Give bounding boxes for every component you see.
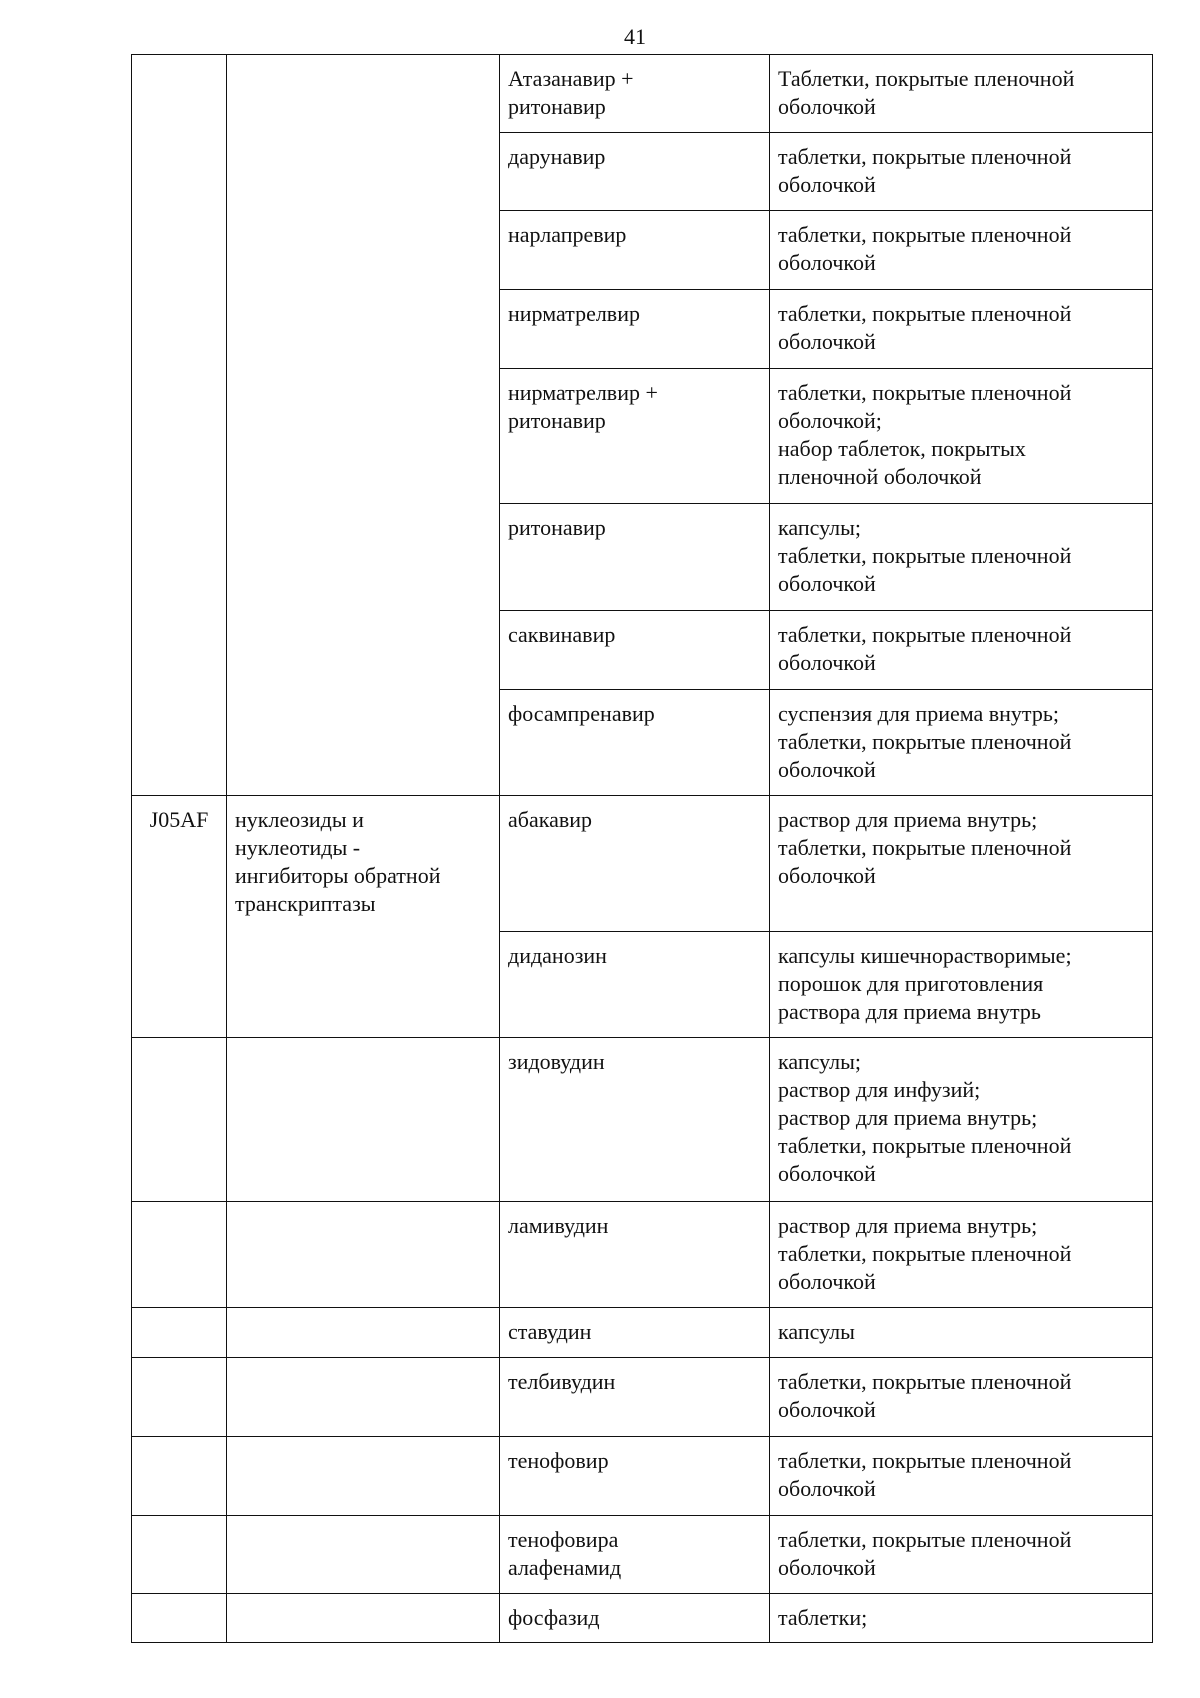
drug-name: фосфазид [500,1594,770,1643]
group-cell-empty [227,1437,500,1516]
code-cell-empty [132,1308,227,1358]
code-cell-empty [132,55,227,796]
table-row [132,796,1153,932]
drug-name: абакавир [500,796,770,932]
group-cell-empty [227,1202,500,1308]
code-cell-empty [132,1437,227,1516]
drug-name: нирматрелвир [500,290,770,369]
drug-name: диданозин [500,932,770,1038]
drug-name: дарунавир [500,133,770,211]
code-cell-empty [132,1358,227,1437]
group-cell-empty [227,1594,500,1643]
group-cell-empty [227,1516,500,1594]
drug-name: тенофовир [500,1437,770,1516]
drug-name: Атазанавир + ритонавир [500,55,770,133]
table-row [132,55,1153,133]
group-cell-empty [227,55,500,796]
code-cell-empty [132,1594,227,1643]
dosage-form: таблетки, покрытые пленочной оболочкой; набор таблеток, покрытых пленочной оболочкой [770,369,1153,504]
drug-name: саквинавир [500,611,770,690]
table-row [132,1308,1153,1358]
table-row [132,1358,1153,1437]
drug-name: ритонавир [500,504,770,611]
code-cell-empty [132,1516,227,1594]
table-row [132,1437,1153,1516]
atc-code: J05AF [132,796,227,1038]
dosage-form: капсулы; раствор для инфузий; раствор для приема внутрь; таблетки, покрытые пленочной оболочкой [770,1038,1153,1202]
drug-name: телбивудин [500,1358,770,1437]
dosage-form: таблетки; [770,1594,1153,1643]
group-name: нуклеозиды и нуклеотиды - ингибиторы обратной транскриптазы [227,796,500,1038]
drug-name: ставудин [500,1308,770,1358]
dosage-form: суспензия для приема внутрь; таблетки, покрытые пленочной оболочкой [770,690,1153,796]
table-row [132,1516,1153,1594]
dosage-form: раствор для приема внутрь; таблетки, покрытые пленочной оболочкой [770,796,1153,932]
code-cell-empty [132,1202,227,1308]
page-number: 41 [624,24,646,49]
group-cell-empty [227,1358,500,1437]
drug-name: нирматрелвир + ритонавир [500,369,770,504]
dosage-form: раствор для приема внутрь; таблетки, покрытые пленочной оболочкой [770,1202,1153,1308]
dosage-form: таблетки, покрытые пленочной оболочкой [770,1358,1153,1437]
dosage-form: таблетки, покрытые пленочной оболочкой [770,133,1153,211]
drug-name: тенофовира алафенамид [500,1516,770,1594]
dosage-form: таблетки, покрытые пленочной оболочкой [770,211,1153,290]
group-cell-empty [227,1308,500,1358]
drug-name: фосампренавир [500,690,770,796]
drug-name: зидовудин [500,1038,770,1202]
table-row [132,1594,1153,1643]
drug-table [131,54,1153,1643]
dosage-form: капсулы [770,1308,1153,1358]
drug-name: нарлапревир [500,211,770,290]
drug-name: ламивудин [500,1202,770,1308]
dosage-form: капсулы кишечнорастворимые; порошок для приготовления раствора для приема внутрь [770,932,1153,1038]
dosage-form: таблетки, покрытые пленочной оболочкой [770,290,1153,369]
dosage-form: таблетки, покрытые пленочной оболочкой [770,1516,1153,1594]
group-cell-empty [227,1038,500,1202]
dosage-form: Таблетки, покрытые пленочной оболочкой [770,55,1153,133]
dosage-form: таблетки, покрытые пленочной оболочкой [770,611,1153,690]
table-row [132,1038,1153,1202]
table-row [132,1202,1153,1308]
dosage-form: таблетки, покрытые пленочной оболочкой [770,1437,1153,1516]
dosage-form: капсулы; таблетки, покрытые пленочной оболочкой [770,504,1153,611]
code-cell-empty [132,1038,227,1202]
